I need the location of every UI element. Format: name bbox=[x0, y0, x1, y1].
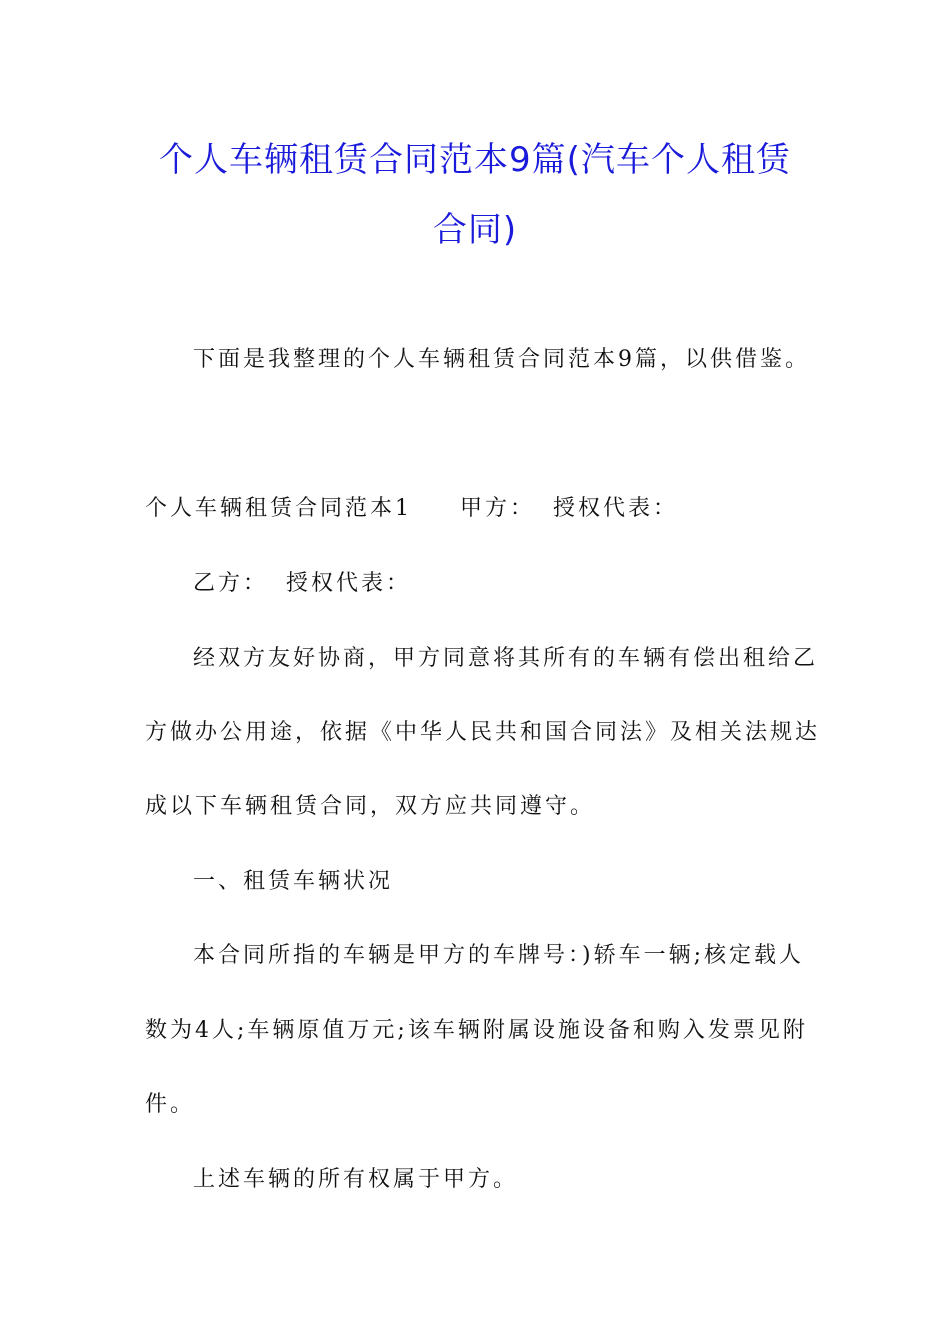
party-b-row bbox=[193, 569, 411, 599]
document-title-line-1: 个人车辆租赁合同范本9篇(汽车个人租赁 bbox=[159, 140, 791, 180]
section-1-heading: 一、租赁车辆状况 bbox=[193, 869, 394, 894]
sample-heading: 个人车辆租赁合同范本1 bbox=[145, 496, 412, 521]
paragraph-2-line-2: 数为4人;车辆原值万元;该车辆附属设施设备和购入发票见附 bbox=[145, 1018, 808, 1043]
sample-heading-row bbox=[145, 494, 678, 524]
paragraph-3-line-1: 上述车辆的所有权属于甲方。 bbox=[193, 1167, 519, 1192]
document-title-line-2: 合同) bbox=[432, 210, 518, 250]
party-b-label: 乙方： bbox=[193, 571, 269, 596]
party-b-rep-label: 授权代表： bbox=[286, 571, 412, 596]
paragraph-1-line-1: 经双方友好协商，甲方同意将其所有的车辆有偿出租给乙 bbox=[193, 646, 819, 671]
party-a-label: 甲方： bbox=[460, 496, 536, 521]
paragraph-2-line-1: 本合同所指的车辆是甲方的车牌号：)轿车一辆;核定载人 bbox=[193, 943, 804, 968]
intro-paragraph: 下面是我整理的个人车辆租赁合同范本9篇，以供借鉴。 bbox=[193, 347, 810, 372]
paragraph-1-line-2: 方做办公用途，依据《中华人民共和国合同法》及相关法规达 bbox=[145, 720, 821, 745]
paragraph-2-line-3: 件。 bbox=[145, 1092, 196, 1117]
paragraph-1-line-3: 成以下车辆租赁合同，双方应共同遵守。 bbox=[145, 794, 596, 819]
party-a-rep-label: 授权代表： bbox=[553, 496, 679, 521]
